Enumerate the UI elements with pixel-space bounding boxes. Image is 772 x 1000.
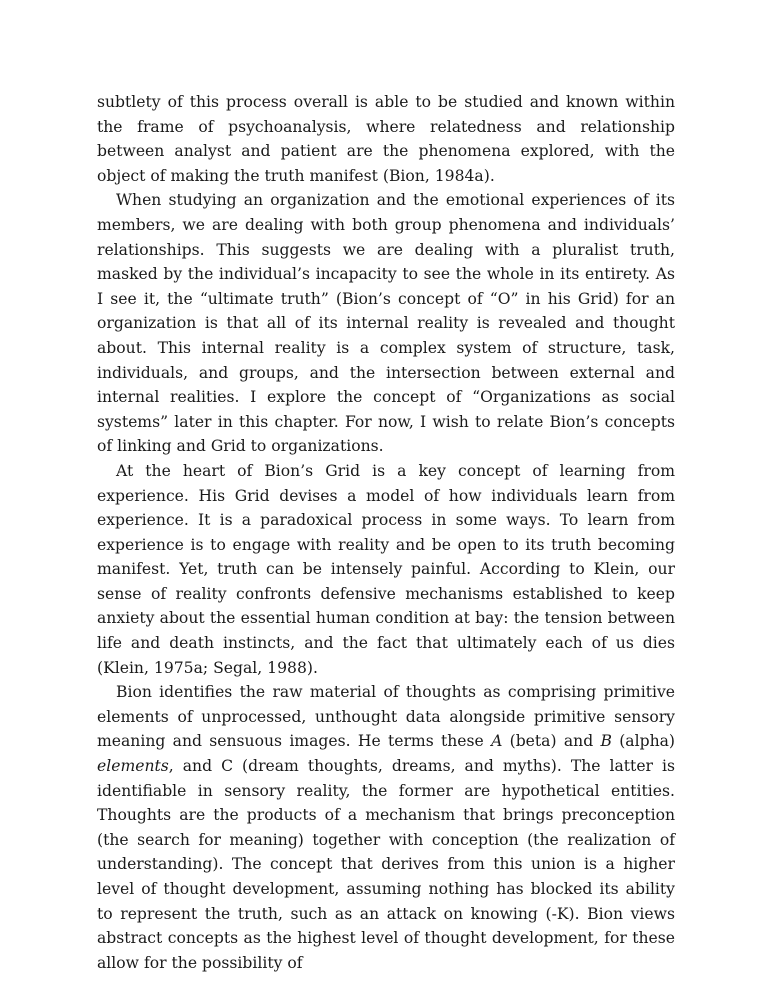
italic-text: elements <box>97 757 169 776</box>
paragraph-text: Bion identifies the raw material of thoughts as comprising primitive elements of unprocessed, unthought data alongside primitive sensory meaning and sensuous images. He terms these <box>97 683 675 751</box>
paragraph <box>97 680 675 975</box>
paragraph-text: (alpha) <box>611 732 676 751</box>
paragraph-text: , and C (dream thoughts, dreams, and myths). The latter is identifiable in sensory reality, the former are hypothetical entities. Thoughts are the products of a mechanism that brings preconception (the search for meaning) together with conception (the realization of understanding). The concept that derives from this union is a higher level of thought development, assuming nothing has blocked its ability to represent the truth, such as an attack on knowing (-K). Bion views abstract concepts as the highest level of thought development, for these allow for the possibility of <box>97 757 675 972</box>
page-body <box>97 90 675 975</box>
italic-text: A <box>491 732 503 751</box>
italic-text: B <box>600 732 612 751</box>
paragraph <box>97 459 675 680</box>
paragraph-text: At the heart of Bion’s Grid is a key concept of learning from experience. His Grid devises a model of how individuals learn from experience. It is a paradoxical process in some ways. To learn from experience is to engage with reality and be open to its truth becoming manifest. Yet, truth can be intensely painful. According to Klein, our sense of reality confronts defensive mechanisms established to keep anxiety about the essential human condition at bay: the tension between life and death instincts, and the fact that ultimately each of us dies (Klein, 1975a; Segal, 1988). <box>97 461 675 677</box>
paragraph-text: subtlety of this process overall is able to be studied and known within the frame of psychoanalysis, where relatedness and relationship between analyst and patient are the phenomena explored, with the object of making the truth manifest (Bion, 1984a). <box>97 93 675 185</box>
paragraph-text: (beta) and <box>502 732 601 751</box>
paragraph <box>97 188 675 459</box>
paragraph <box>97 90 675 188</box>
paragraph-text: When studying an organization and the emotional experiences of its members, we are dealing with both group phenomena and individuals’ relationships. This suggests we are dealing with a pluralist truth, masked by the individual’s incapacity to see the whole in its entirety. As I see it, the “ultimate truth” (Bion’s concept of “O” in his Grid) for an organization is that all of its internal reality is revealed and thought about. This internal reality is a complex system of structure, task, individuals, and groups, and the intersection between external and internal realities. I explore the concept of “Organizations as social systems” later in this chapter. For now, I wish to relate Bion’s concepts of linking and Grid to organizations. <box>97 191 675 456</box>
